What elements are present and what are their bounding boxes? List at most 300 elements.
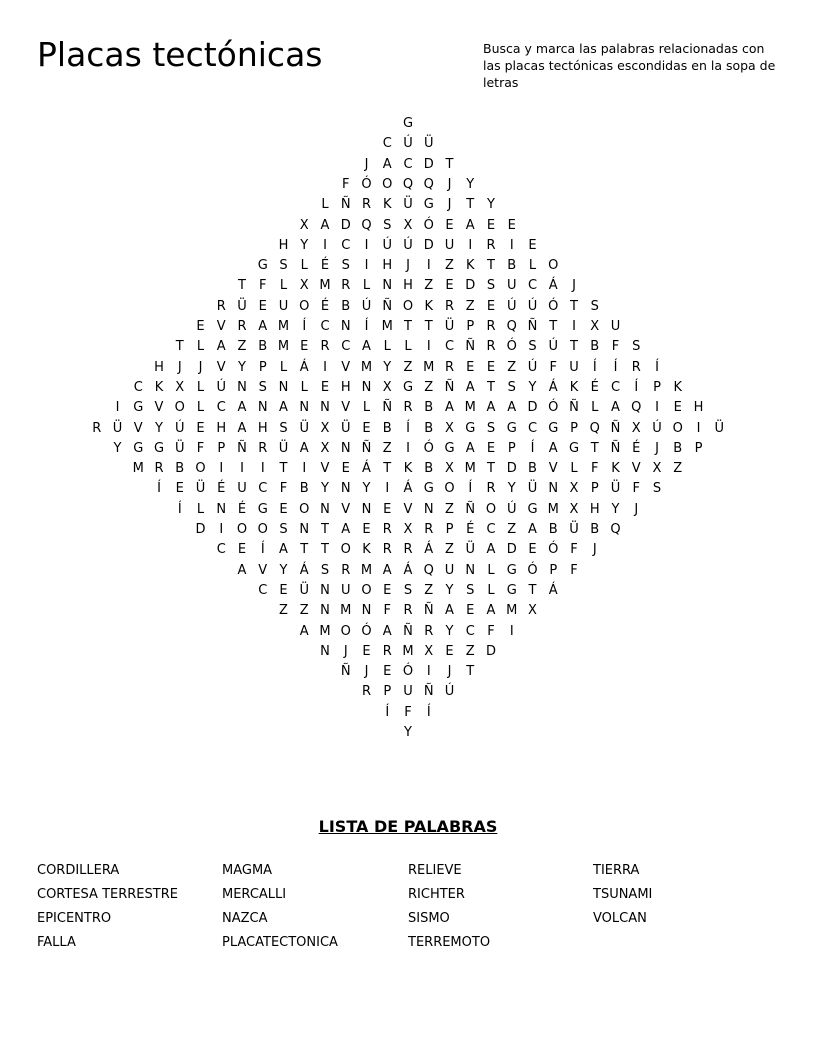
grid-letter: E — [507, 217, 516, 233]
grid-letter: U — [506, 278, 517, 294]
grid-letter: K — [154, 379, 164, 395]
grid-letter: N — [423, 501, 434, 517]
grid-letter: D — [340, 217, 351, 233]
grid-letter: Y — [487, 197, 495, 213]
grid-letter: R — [382, 643, 392, 659]
grid-letter: Ú — [403, 237, 413, 253]
grid-letter: X — [445, 420, 454, 436]
grid-letter: D — [465, 278, 476, 294]
grid-letter: F — [632, 481, 640, 497]
grid-letter: J — [655, 440, 659, 456]
grid-letter: C — [341, 237, 351, 253]
grid-letter: T — [300, 542, 309, 558]
grid-letter: Ó — [402, 664, 414, 680]
grid-letter: N — [548, 481, 559, 497]
grid-letter: K — [424, 298, 434, 314]
grid-letter: E — [196, 420, 205, 436]
grid-letter: A — [341, 522, 351, 537]
grid-letter: Y — [611, 501, 620, 517]
grid-letter: F — [342, 176, 350, 192]
grid-letter: G — [506, 420, 517, 436]
grid-letter: S — [341, 258, 350, 274]
grid-letter: I — [240, 461, 244, 477]
grid-letter: E — [528, 542, 537, 558]
grid-letter: Ü — [195, 481, 206, 497]
grid-letter: V — [403, 501, 413, 517]
grid-letter: E — [528, 237, 537, 253]
grid-letter: Ü — [340, 420, 351, 436]
grid-letter: O — [548, 258, 559, 274]
grid-letter: X — [590, 319, 600, 334]
grid-letter: U — [278, 298, 289, 314]
grid-letter: M — [360, 562, 373, 578]
grid-letter: Ü — [465, 542, 475, 558]
grid-letter: E — [237, 542, 247, 558]
grid-letter: G — [568, 440, 580, 456]
grid-letter: T — [383, 461, 392, 477]
grid-letter: É — [320, 258, 330, 274]
grid-letter: G — [506, 562, 517, 578]
grid-letter: A — [362, 339, 371, 355]
grid-letter: N — [361, 379, 372, 395]
grid-letter: I — [655, 400, 659, 416]
grid-letter: T — [321, 522, 329, 537]
grid-letter: É — [217, 481, 226, 497]
grid-letter: E — [486, 217, 496, 233]
grid-letter: Ñ — [382, 298, 393, 314]
grid-letter: R — [486, 319, 496, 334]
grid-letter: K — [382, 197, 392, 213]
grid-letter: V — [216, 319, 226, 334]
word-list-item: PLACATECTONICA — [222, 935, 338, 950]
grid-letter: F — [487, 623, 495, 639]
grid-letter: N — [257, 400, 268, 416]
grid-letter: T — [321, 542, 329, 558]
grid-letter: P — [258, 359, 267, 375]
grid-letter: S — [590, 298, 599, 314]
grid-letter: T — [445, 156, 454, 172]
grid-letter: Ó — [361, 176, 372, 192]
grid-letter: Ú — [216, 379, 226, 395]
grid-letter: O — [195, 461, 206, 477]
grid-letter: G — [133, 440, 144, 456]
grid-letter: Y — [404, 725, 412, 740]
grid-letter: E — [279, 501, 288, 517]
grid-letter: A — [299, 623, 309, 639]
grid-letter: G — [444, 440, 455, 456]
grid-letter: C — [527, 278, 538, 294]
word-list-item: VOLCAN — [593, 911, 647, 926]
grid-letter: L — [196, 501, 205, 517]
grid-letter: M — [319, 278, 331, 294]
grid-letter: P — [549, 562, 558, 578]
grid-letter: M — [464, 461, 476, 477]
grid-letter: E — [486, 359, 496, 375]
grid-letter: Ñ — [237, 440, 247, 456]
grid-letter: S — [279, 522, 288, 537]
grid-letter: L — [279, 359, 288, 375]
grid-letter: D — [423, 156, 434, 172]
grid-letter: M — [360, 359, 373, 375]
grid-letter: A — [486, 400, 496, 416]
grid-letter: C — [133, 379, 143, 395]
grid-letter: O — [340, 542, 351, 558]
grid-letter: X — [320, 420, 330, 436]
instructions-text: Busca y marca las palabras relacionadas con las placas tectónicas escondidas en la sopa de letras — [483, 41, 776, 90]
grid-letter: E — [362, 643, 371, 659]
grid-letter: O — [444, 481, 455, 497]
grid-letter: S — [279, 258, 288, 274]
grid-letter: C — [258, 481, 268, 497]
grid-letter: F — [259, 278, 267, 294]
grid-letter: R — [424, 623, 434, 639]
grid-letter: G — [465, 420, 476, 436]
grid-letter: X — [403, 217, 413, 233]
grid-letter: L — [196, 400, 205, 416]
grid-letter: F — [591, 461, 599, 477]
grid-letter: Ñ — [382, 400, 393, 416]
grid-letter: A — [216, 339, 226, 355]
grid-letter: R — [403, 542, 413, 558]
grid-letter: L — [591, 400, 599, 416]
grid-letter: X — [528, 603, 537, 619]
grid-letter: T — [466, 664, 475, 680]
grid-letter: M — [464, 400, 476, 416]
grid-letter: A — [237, 400, 247, 416]
grid-letter: L — [279, 278, 288, 294]
grid-letter: R — [216, 298, 226, 314]
grid-letter: Ñ — [340, 664, 351, 680]
grid-letter: B — [424, 461, 434, 477]
grid-letter: Ü — [569, 522, 579, 537]
grid-letter: Y — [528, 379, 537, 395]
grid-letter: I — [385, 481, 390, 497]
grid-letter: A — [258, 319, 268, 334]
grid-letter: E — [320, 379, 330, 395]
grid-letter: N — [320, 603, 330, 619]
grid-letter: C — [258, 582, 268, 598]
grid-letter: Ñ — [361, 440, 372, 456]
grid-letter: Ü — [299, 420, 309, 436]
grid-letter: M — [402, 643, 414, 659]
grid-letter: Z — [445, 542, 454, 558]
grid-letter: P — [466, 319, 475, 334]
grid-letter: Ñ — [423, 684, 434, 700]
grid-letter: A — [237, 420, 247, 436]
grid-letter: Ó — [423, 440, 434, 456]
grid-letter: A — [299, 440, 309, 456]
word-list-item: TSUNAMI — [593, 887, 653, 902]
grid-letter: H — [278, 237, 289, 253]
grid-letter: Z — [403, 359, 413, 375]
grid-letter: T — [487, 379, 495, 395]
grid-letter: M — [277, 319, 290, 334]
grid-letter: B — [590, 522, 600, 537]
grid-letter: H — [340, 379, 351, 395]
grid-letter: N — [382, 278, 393, 294]
grid-letter: B — [590, 339, 600, 355]
grid-letter: E — [196, 319, 205, 334]
grid-letter: Ú — [506, 298, 517, 314]
grid-letter: U — [444, 562, 455, 578]
grid-letter: L — [404, 339, 412, 355]
grid-letter: Á — [299, 562, 309, 578]
word-list-item: RICHTER — [408, 887, 465, 902]
grid-letter: L — [321, 197, 329, 213]
grid-letter: É — [320, 298, 330, 314]
grid-letter: R — [444, 359, 455, 375]
grid-letter: Y — [321, 481, 329, 497]
grid-letter: A — [382, 156, 392, 172]
grid-letter: C — [403, 156, 413, 172]
grid-letter: É — [590, 379, 599, 395]
grid-letter: K — [611, 461, 620, 477]
word-list-item: SISMO — [408, 911, 450, 926]
grid-letter: G — [402, 379, 414, 395]
word-list-heading: LISTA DE PALABRAS — [318, 817, 498, 836]
grid-letter: Í — [468, 481, 473, 497]
grid-letter: F — [611, 339, 620, 355]
grid-letter: M — [423, 359, 435, 375]
grid-letter: Ñ — [403, 623, 413, 639]
grid-letter: Ú — [444, 684, 455, 700]
grid-letter: Q — [423, 562, 434, 578]
grid-letter: B — [424, 420, 434, 436]
grid-letter: T — [279, 461, 288, 477]
grid-letter: O — [299, 501, 310, 517]
grid-letter: B — [528, 461, 537, 477]
grid-letter: Y — [238, 359, 246, 375]
page-title: Placas tectónicas — [37, 35, 323, 74]
grid-letter: F — [570, 562, 578, 578]
grid-letter: G — [257, 258, 268, 274]
grid-letter: N — [465, 562, 476, 578]
grid-letter: U — [444, 237, 455, 253]
grid-letter: U — [403, 684, 413, 700]
grid-letter: Ó — [423, 217, 434, 233]
grid-letter: X — [175, 379, 185, 395]
grid-letter: Í — [426, 704, 431, 720]
grid-letter: U — [569, 359, 579, 375]
grid-letter: T — [487, 461, 495, 477]
grid-letter: Á — [362, 461, 371, 477]
grid-letter: Ü — [610, 481, 621, 497]
grid-letter: H — [403, 278, 413, 294]
grid-letter: I — [364, 258, 369, 274]
grid-letter: I — [323, 237, 327, 253]
grid-letter: J — [198, 359, 203, 375]
grid-letter: E — [383, 582, 392, 598]
grid-letter: C — [341, 339, 351, 355]
grid-letter: Ñ — [610, 420, 621, 436]
grid-letter: M — [132, 461, 144, 477]
grid-letter: E — [300, 339, 309, 355]
grid-letter: X — [403, 522, 413, 537]
grid-letter: Z — [279, 603, 288, 619]
grid-letter: I — [426, 339, 431, 355]
word-list-item: CORTESA TERRESTRE — [37, 887, 178, 902]
grid-letter: I — [219, 461, 224, 477]
grid-letter: Á — [548, 379, 558, 395]
grid-letter: Y — [383, 359, 392, 375]
grid-letter: H — [382, 258, 393, 274]
grid-letter: V — [631, 461, 641, 477]
grid-letter: H — [693, 400, 704, 416]
grid-letter: T — [466, 197, 475, 213]
grid-letter: J — [447, 664, 452, 680]
grid-letter: X — [382, 379, 392, 395]
grid-letter: I — [406, 440, 410, 456]
grid-letter: E — [383, 664, 392, 680]
grid-letter: E — [362, 420, 371, 436]
grid-letter: R — [403, 603, 413, 619]
grid-letter: C — [382, 136, 392, 152]
grid-letter: C — [320, 319, 330, 334]
grid-letter: A — [465, 217, 475, 233]
grid-letter: Y — [279, 562, 288, 578]
grid-letter: R — [403, 400, 413, 416]
word-list-item: FALLA — [37, 935, 76, 950]
grid-letter: B — [507, 258, 517, 274]
grid-letter: G — [423, 481, 434, 497]
grid-letter: Ñ — [340, 197, 351, 213]
grid-letter: R — [444, 298, 455, 314]
grid-letter: U — [340, 582, 351, 598]
grid-letter: U — [610, 319, 621, 334]
grid-letter: N — [299, 522, 310, 537]
grid-letter: G — [506, 582, 517, 598]
grid-letter: Y — [362, 481, 371, 497]
grid-letter: I — [468, 237, 473, 253]
grid-letter: V — [341, 501, 351, 517]
grid-letter: R — [486, 339, 496, 355]
grid-letter: H — [154, 359, 164, 375]
grid-letter: Ü — [278, 440, 289, 456]
grid-letter: E — [362, 522, 371, 537]
grid-letter: O — [382, 176, 393, 192]
grid-letter: I — [219, 522, 224, 537]
grid-letter: Y — [113, 440, 122, 456]
grid-letter: L — [362, 278, 371, 294]
grid-letter: A — [279, 400, 288, 416]
grid-letter: Y — [445, 582, 454, 598]
grid-letter: R — [361, 684, 372, 700]
grid-letter: Y — [300, 237, 309, 253]
grid-letter: X — [569, 481, 579, 497]
grid-letter: S — [383, 217, 392, 233]
grid-letter: E — [445, 217, 454, 233]
grid-letter: Z — [673, 461, 683, 477]
grid-letter: J — [572, 278, 576, 294]
grid-letter: F — [279, 481, 288, 497]
grid-letter: D — [195, 522, 206, 537]
grid-letter: Ñ — [465, 339, 476, 355]
grid-letter: C — [444, 339, 455, 355]
grid-letter: Z — [382, 440, 392, 456]
grid-letter: I — [509, 237, 514, 253]
grid-letter: Ü — [527, 481, 538, 497]
grid-letter: D — [506, 542, 517, 558]
grid-letter: F — [570, 542, 578, 558]
grid-letter: J — [447, 197, 452, 213]
grid-letter: Ü — [174, 440, 185, 456]
grid-letter: Ü — [237, 298, 247, 314]
grid-letter: R — [154, 461, 164, 477]
grid-letter: I — [509, 623, 514, 639]
grid-letter: R — [424, 522, 434, 537]
grid-letter: S — [652, 481, 662, 497]
word-list-item: TIERRA — [593, 863, 640, 878]
grid-letter: L — [570, 461, 578, 477]
grid-letter: G — [423, 197, 434, 213]
grid-letter: F — [383, 603, 391, 619]
grid-letter: V — [216, 359, 226, 375]
grid-letter: R — [361, 197, 372, 213]
grid-letter: Z — [424, 379, 434, 395]
grid-letter: Z — [424, 582, 434, 598]
grid-letter: Z — [445, 501, 454, 517]
grid-letter: J — [592, 542, 597, 558]
grid-letter: O — [174, 400, 185, 416]
grid-letter: R — [320, 339, 330, 355]
grid-letter: Ü — [403, 197, 413, 213]
grid-letter: Ú — [403, 136, 413, 152]
grid-letter: I — [323, 359, 327, 375]
grid-letter: M — [277, 339, 290, 355]
grid-letter: V — [133, 420, 143, 436]
grid-letter: Á — [299, 359, 309, 375]
grid-letter: L — [487, 562, 495, 578]
grid-letter: Ú — [506, 501, 517, 517]
grid-letter: M — [319, 623, 331, 639]
grid-letter: Q — [361, 217, 372, 233]
grid-letter: L — [300, 258, 308, 274]
grid-letter: E — [383, 501, 392, 517]
grid-letter: G — [548, 420, 559, 436]
grid-letter: J — [447, 176, 452, 192]
grid-letter: Z — [465, 643, 475, 659]
grid-letter: Ó — [548, 298, 559, 314]
grid-letter: Ñ — [423, 603, 434, 619]
grid-letter: E — [341, 461, 350, 477]
grid-letter: P — [217, 440, 226, 456]
grid-letter: V — [341, 359, 351, 375]
grid-letter: T — [424, 319, 433, 334]
grid-letter: A — [279, 542, 288, 558]
grid-letter: E — [466, 603, 475, 619]
grid-letter: S — [486, 278, 496, 294]
grid-letter: O — [402, 298, 414, 314]
grid-letter: K — [403, 461, 413, 477]
grid-letter: S — [528, 339, 537, 355]
grid-letter: I — [302, 461, 307, 477]
grid-letter: A — [486, 603, 496, 619]
grid-letter: Ú — [382, 237, 392, 253]
grid-letter: Ó — [548, 542, 559, 558]
grid-letter: B — [341, 298, 351, 314]
grid-letter: R — [341, 278, 351, 294]
grid-letter: N — [340, 319, 351, 334]
grid-letter: R — [341, 562, 351, 578]
grid-letter: Í — [530, 440, 535, 456]
grid-letter: N — [320, 501, 330, 517]
grid-letter: Á — [548, 582, 558, 598]
grid-letter: X — [445, 461, 454, 477]
grid-letter: E — [466, 359, 475, 375]
grid-letter: T — [570, 339, 578, 355]
grid-letter: R — [382, 542, 392, 558]
grid-letter: N — [340, 440, 351, 456]
